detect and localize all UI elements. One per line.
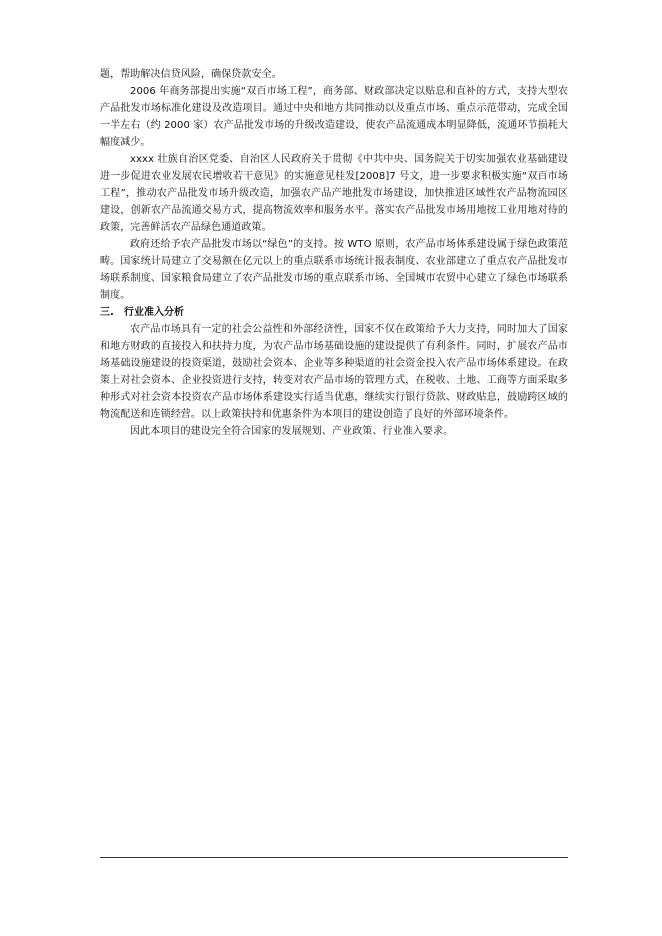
- paragraph: 2006 年商务部提出实施“双百市场工程”，商务部、财政部决定以贴息和直补的方式，支持大型农产品批发市场标准化建设及改造项目。通过中央和地方共同推动以及重点市场、重点示范带动，完成全国一半左右（约 2000 家）农产品批发市场的升级改造建设，使农产品流通成本明显降低，流通环节损耗大幅度减少。: [100, 86, 568, 148]
- paragraph: xxxx 壮族自治区党委、自治区人民政府关于贯彻《中共中央、国务院关于切实加强农业基础建设进一步促进农业发展农民增收若干意见》的实施意见桂发[2008]7 号文，进一步要求积极实施“双百市场工程”，推动农产品批发市场升级改造，加强农产品产地批发市场建设，加快推进区域性农产品物流园区建设，创新农产品流通交易方式，提高物流效率和服务水平。落实农产品批发市场用地按工业用地对待的政策，完善鲜活农产品绿色通道政策。: [100, 154, 568, 233]
- paragraph: 因此本项目的建设完全符合国家的发展规划、产业政策、行业准入要求。: [130, 426, 454, 437]
- paragraph: 政府还给予农产品批发市场以“绿色”的支持。按 WTO 原则，农产品市场体系建设属于绿色政策范畴。国家统计局建立了交易额在亿元以上的重点联系市场统计报表制度、农业部建立了重点农产品批发市场联系制度、国家粮食局建立了农产品批发市场的重点联系市场、全国城市农贸中心建立了绿色市场联系制度。: [100, 239, 568, 301]
- section-heading: [100, 304, 568, 321]
- section-number: 三.: [100, 307, 114, 318]
- section-title: 行业准入分析: [124, 307, 184, 318]
- paragraph: 农产品市场具有一定的社会公益性和外部经济性，国家不仅在政策给予大力支持，同时加大了国家和地方财政的直接投入和扶持力度，为农产品市场基础设施的建设提供了有利条件。同时，扩展农产品市场基础设施建设的投资渠道，鼓励社会资本、企业等多种渠道的社会资金投入农产品市场体系建设。在政策上对社会资本、企业投资进行支持，转变对农产品市场的管理方式，在税收、土地、工商等方面采取多种形式对社会资本投资农产品市场体系建设实行适当优惠，继续实行银行贷款、财政贴息，鼓励跨区域的物流配送和连锁经营。以上政策扶持和优惠条件为本项目的建设创造了良好的外部环境条件。: [100, 324, 568, 420]
- paragraph: 题，帮助解决信贷风险，确保贷款安全。: [100, 69, 282, 80]
- document-page: [100, 66, 568, 440]
- footer-divider: [100, 857, 568, 858]
